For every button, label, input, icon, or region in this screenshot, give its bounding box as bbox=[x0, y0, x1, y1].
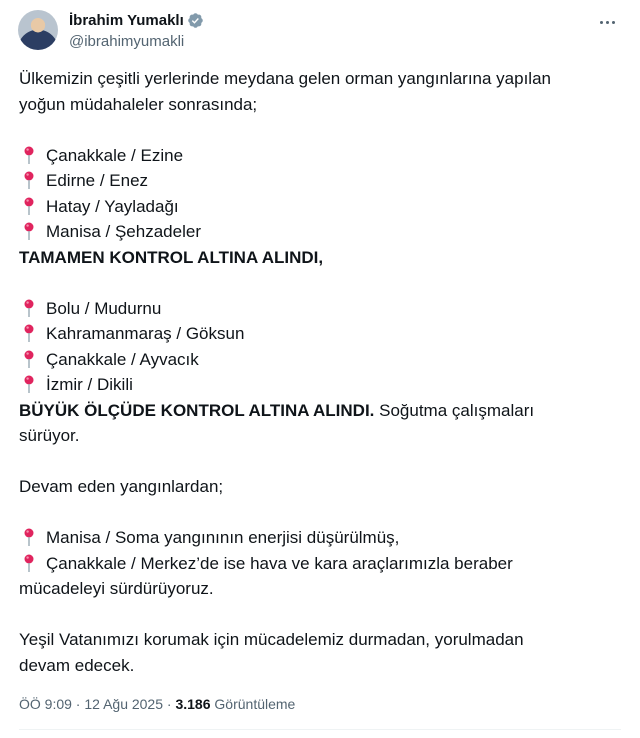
tweet-meta: ÖÖ 9:09 · 12 Ağu 2025 · 3.186 Görüntüleme bbox=[19, 696, 296, 712]
verified-badge-icon[interactable] bbox=[187, 12, 204, 29]
list-item: Manisa / Soma yangınının enerjisi düşürülmüş, bbox=[19, 525, 619, 551]
more-options-icon[interactable] bbox=[592, 10, 622, 34]
closing-line: devam edecek. bbox=[19, 655, 135, 675]
list-item: Çanakkale / Ezine bbox=[19, 143, 619, 169]
author-handle[interactable]: @ibrahimyumakli bbox=[69, 33, 185, 50]
ongoing-heading: Devam eden yangınlardan; bbox=[19, 477, 224, 496]
views-label: Görüntüleme bbox=[210, 696, 296, 712]
list-item: Çanakkale / Ayvacık bbox=[19, 347, 619, 373]
list-item: Edirne / Enez bbox=[19, 168, 619, 194]
status-line: TAMAMEN KONTROL ALTINA ALINDI, bbox=[19, 247, 324, 267]
list-item: İzmir / Dikili bbox=[19, 372, 619, 398]
closing-line: Yeşil Vatanımızı korumak için mücadelemiz durmadan, yorulmadan bbox=[19, 630, 524, 649]
status-line: BÜYÜK ÖLÇÜDE KONTROL ALTINA ALINDI. Soğutma çalışmaları bbox=[19, 400, 535, 420]
list-item: Çanakkale / Merkez’de ise hava ve kara araçlarımızla beraber bbox=[19, 551, 619, 577]
divider bbox=[19, 729, 621, 730]
avatar[interactable] bbox=[18, 10, 58, 50]
round-pushpin-icon bbox=[22, 528, 36, 546]
tweet-date[interactable]: 12 Ağu 2025 bbox=[84, 696, 164, 712]
tweet-time[interactable]: ÖÖ 9:09 bbox=[19, 696, 72, 712]
author-names bbox=[69, 10, 204, 50]
intro-line: yoğun müdahaleler sonrasında; bbox=[19, 94, 258, 114]
round-pushpin-icon bbox=[22, 197, 36, 215]
intro-line: Ülkemizin çeşitli yerlerinde meydana gelen orman yangınlarına yapılan bbox=[19, 69, 551, 88]
views-count: 3.186 bbox=[175, 696, 211, 712]
round-pushpin-icon bbox=[22, 324, 36, 342]
list-item: Manisa / Şehzadeler bbox=[19, 219, 619, 245]
round-pushpin-icon bbox=[22, 222, 36, 240]
author-name[interactable]: İbrahim Yumaklı bbox=[69, 11, 184, 29]
round-pushpin-icon bbox=[22, 375, 36, 393]
status-line-cont: sürüyor. bbox=[19, 426, 80, 445]
round-pushpin-icon bbox=[22, 299, 36, 317]
round-pushpin-icon bbox=[22, 350, 36, 368]
list-item-cont: mücadeleyi sürdürüyoruz. bbox=[19, 579, 214, 598]
tweet-header bbox=[18, 10, 626, 54]
list-item: Kahramanmaraş / Göksun bbox=[19, 321, 619, 347]
list-item: Bolu / Mudurnu bbox=[19, 296, 619, 322]
round-pushpin-icon bbox=[22, 171, 36, 189]
list-item: Hatay / Yayladağı bbox=[19, 194, 619, 220]
tweet-text bbox=[19, 66, 619, 678]
round-pushpin-icon bbox=[22, 146, 36, 164]
round-pushpin-icon bbox=[22, 554, 36, 572]
